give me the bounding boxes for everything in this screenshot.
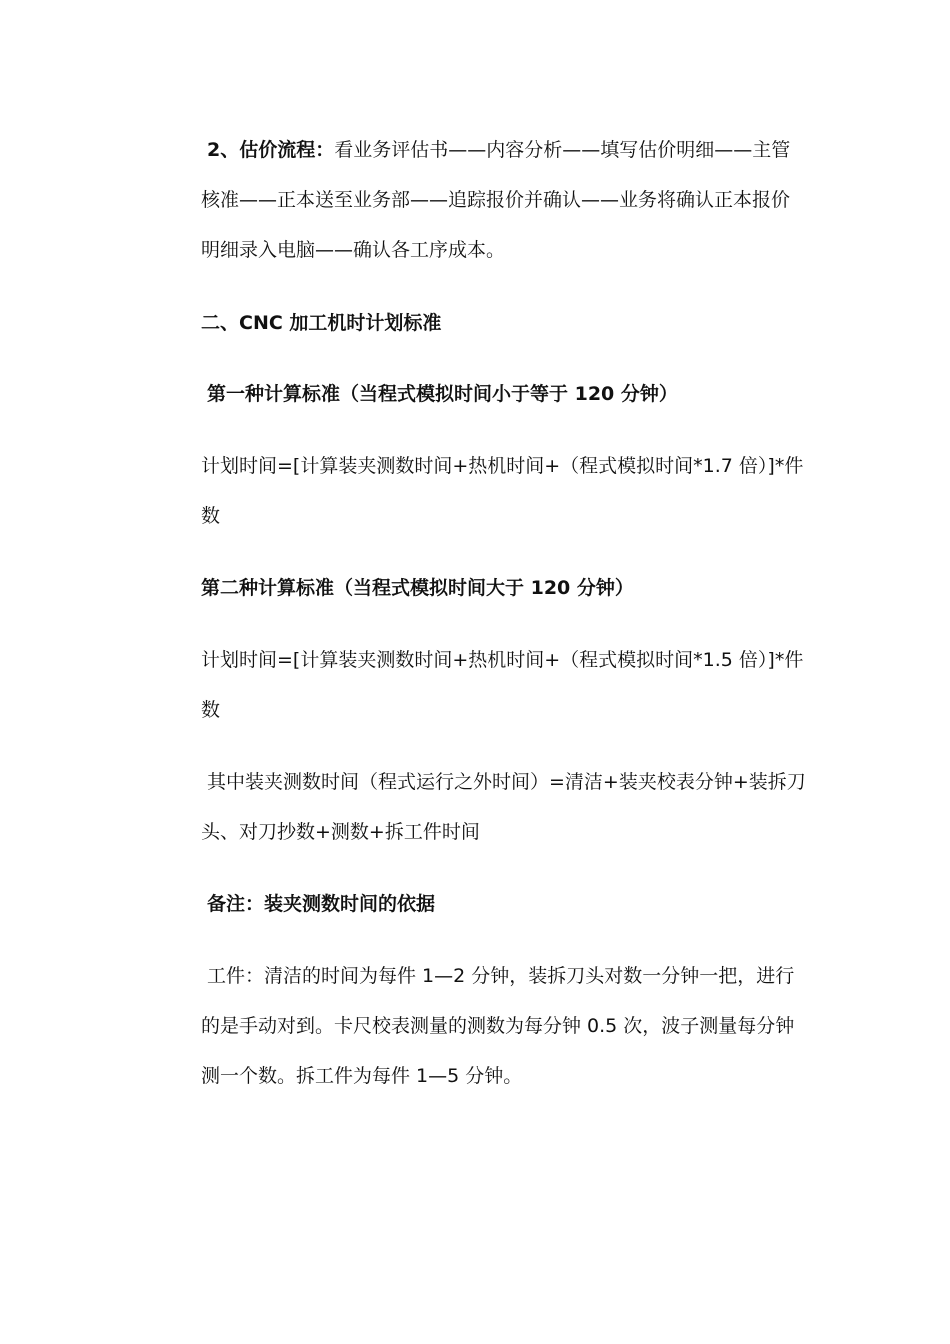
process-line-2: 核准——正本送至业务部——追踪报价并确认——业务将确认正本报价	[201, 189, 791, 211]
note-line-1: 工件：清洁的时间为每件 1—2 分钟，装拆刀头对数一分钟一把，进行	[207, 965, 795, 987]
formula2-line-2: 数	[201, 699, 221, 721]
formula1-line-1: 计划时间=[计算装夹测数时间+热机时间+（程式模拟时间*1.7 倍）]*件	[201, 455, 804, 477]
standard1-title: 第一种计算标准（当程式模拟时间小于等于 120 分钟）	[207, 383, 678, 405]
standard2-title: 第二种计算标准（当程式模拟时间大于 120 分钟）	[201, 577, 634, 599]
note-line-3: 测一个数。拆工件为每件 1—5 分钟。	[201, 1065, 523, 1087]
formula1-line-2: 数	[201, 505, 221, 527]
formula2-line-1: 计划时间=[计算装夹测数时间+热机时间+（程式模拟时间*1.5 倍）]*件	[201, 649, 804, 671]
process-label: 2、估价流程：	[207, 139, 335, 161]
note-line-2: 的是手动对到。卡尺校表测量的测数为每分钟 0.5 次，波子测量每分钟	[201, 1015, 795, 1037]
cnc-heading: 二、CNC 加工机时计划标准	[201, 312, 442, 334]
clamp-line-1: 其中装夹测数时间（程式运行之外时间）=清洁+装夹校表分钟+装拆刀	[207, 771, 806, 793]
note-title: 备注：装夹测数时间的依据	[207, 893, 436, 915]
process-line-1	[207, 137, 817, 163]
process-line-3: 明细录入电脑——确认各工序成本。	[201, 239, 506, 261]
clamp-line-2: 头、对刀抄数+测数+拆工件时间	[201, 821, 480, 843]
process-text-1: 看业务评估书——内容分析——填写估价明细——主管	[334, 139, 791, 161]
